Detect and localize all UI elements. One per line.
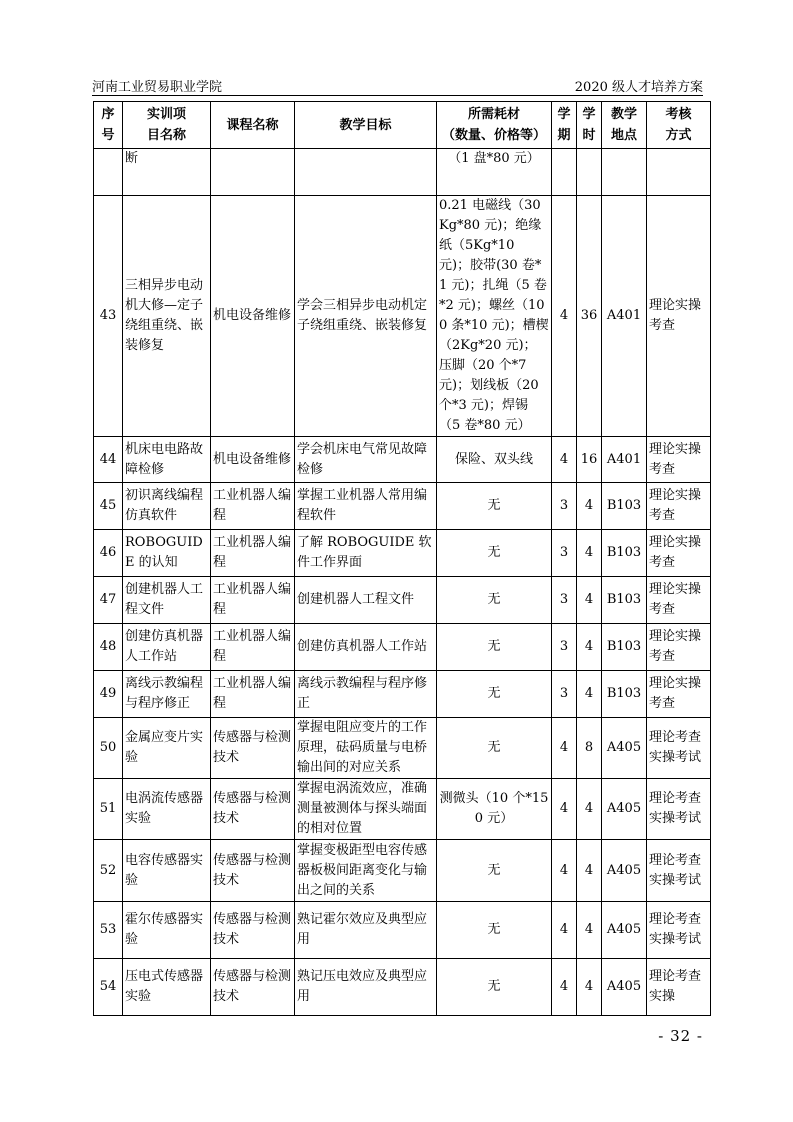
cell-no: 54 bbox=[94, 959, 123, 1016]
cell-hours: 4 bbox=[577, 624, 602, 671]
cell-name: 金属应变片实验 bbox=[123, 718, 211, 779]
cell-name: 创建仿真机器人工作站 bbox=[123, 624, 211, 671]
table-row bbox=[94, 624, 711, 671]
col-header: 教学 地点 bbox=[602, 102, 647, 149]
table-row bbox=[94, 437, 711, 483]
cell-goal: 学会三相异步电动机定子绕组重绕、嵌装修复 bbox=[295, 196, 437, 437]
cell-material: 无 bbox=[437, 959, 552, 1016]
cell-goal: 掌握电阻应变片的工作原理，砝码质量与电桥输出间的对应关系 bbox=[295, 718, 437, 779]
cell-assess: 理论实操考查 bbox=[647, 671, 711, 718]
cell-term: 3 bbox=[552, 577, 577, 624]
cell-place: B103 bbox=[602, 577, 647, 624]
cell-no: 47 bbox=[94, 577, 123, 624]
cell-course bbox=[211, 149, 295, 196]
cell-hours bbox=[577, 149, 602, 196]
cell-hours: 4 bbox=[577, 483, 602, 530]
col-header: 所需耗材 （数量、价格等） bbox=[437, 102, 552, 149]
cell-material: 无 bbox=[437, 577, 552, 624]
cell-no: 45 bbox=[94, 483, 123, 530]
cell-assess: 理论考查实操考试 bbox=[647, 902, 711, 959]
table-row bbox=[94, 483, 711, 530]
cell-no bbox=[94, 149, 123, 196]
table-header-row bbox=[94, 102, 711, 149]
table-row-continuation bbox=[94, 149, 711, 196]
cell-course: 机电设备维修 bbox=[211, 437, 295, 483]
cell-goal bbox=[295, 149, 437, 196]
cell-course: 传感器与检测技术 bbox=[211, 902, 295, 959]
cell-name: ROBOGUIDE 的认知 bbox=[123, 530, 211, 577]
cell-hours: 4 bbox=[577, 779, 602, 840]
cell-place: B103 bbox=[602, 530, 647, 577]
cell-place: A405 bbox=[602, 779, 647, 840]
header-doc-title: 2020 级人才培养方案 bbox=[574, 80, 703, 95]
cell-place: A401 bbox=[602, 437, 647, 483]
table-row bbox=[94, 840, 711, 902]
cell-hours: 4 bbox=[577, 671, 602, 718]
cell-place: A401 bbox=[602, 196, 647, 437]
col-header: 课程名称 bbox=[211, 102, 295, 149]
cell-hours: 8 bbox=[577, 718, 602, 779]
cell-material: 无 bbox=[437, 840, 552, 902]
cell-term: 3 bbox=[552, 483, 577, 530]
table-row bbox=[94, 959, 711, 1016]
cell-term: 4 bbox=[552, 437, 577, 483]
page-number: - 32 - bbox=[658, 1027, 703, 1045]
cell-name: 初识离线编程仿真软件 bbox=[123, 483, 211, 530]
table-row bbox=[94, 718, 711, 779]
cell-no: 48 bbox=[94, 624, 123, 671]
cell-term: 4 bbox=[552, 196, 577, 437]
col-header: 学 期 bbox=[552, 102, 577, 149]
table-row bbox=[94, 902, 711, 959]
cell-no: 52 bbox=[94, 840, 123, 902]
cell-name: 机床电电路故障检修 bbox=[123, 437, 211, 483]
header-school-name: 河南工业贸易职业学院 bbox=[92, 80, 223, 95]
col-header: 教学目标 bbox=[295, 102, 437, 149]
cell-material: 保险、双头线 bbox=[437, 437, 552, 483]
cell-assess bbox=[647, 149, 711, 196]
cell-assess: 理论实操考查 bbox=[647, 196, 711, 437]
cell-material: 测微头（10 个*150 元） bbox=[437, 779, 552, 840]
cell-assess: 理论考查实操考试 bbox=[647, 840, 711, 902]
cell-term: 4 bbox=[552, 959, 577, 1016]
cell-name: 压电式传感器实验 bbox=[123, 959, 211, 1016]
cell-name: 离线示教编程与程序修正 bbox=[123, 671, 211, 718]
cell-no: 43 bbox=[94, 196, 123, 437]
cell-course: 工业机器人编程 bbox=[211, 671, 295, 718]
cell-assess: 理论考查实操考试 bbox=[647, 779, 711, 840]
cell-term: 4 bbox=[552, 779, 577, 840]
cell-goal: 熟记霍尔效应及典型应用 bbox=[295, 902, 437, 959]
cell-hours: 16 bbox=[577, 437, 602, 483]
cell-place: A405 bbox=[602, 959, 647, 1016]
cell-name: 断 bbox=[123, 149, 211, 196]
cell-course: 传感器与检测技术 bbox=[211, 840, 295, 902]
cell-no: 50 bbox=[94, 718, 123, 779]
table-row bbox=[94, 530, 711, 577]
cell-course: 传感器与检测技术 bbox=[211, 779, 295, 840]
cell-course: 机电设备维修 bbox=[211, 196, 295, 437]
table-row bbox=[94, 671, 711, 718]
cell-hours: 36 bbox=[577, 196, 602, 437]
cell-course: 传感器与检测技术 bbox=[211, 718, 295, 779]
cell-term bbox=[552, 149, 577, 196]
cell-goal: 创建仿真机器人工作站 bbox=[295, 624, 437, 671]
cell-name: 创建机器人工程文件 bbox=[123, 577, 211, 624]
cell-term: 3 bbox=[552, 671, 577, 718]
cell-name: 霍尔传感器实验 bbox=[123, 902, 211, 959]
cell-course: 工业机器人编程 bbox=[211, 577, 295, 624]
cell-name: 电容传感器实验 bbox=[123, 840, 211, 902]
cell-term: 4 bbox=[552, 840, 577, 902]
cell-place: B103 bbox=[602, 483, 647, 530]
cell-hours: 4 bbox=[577, 959, 602, 1016]
col-header: 实训项 目名称 bbox=[123, 102, 211, 149]
cell-no: 51 bbox=[94, 779, 123, 840]
cell-goal: 创建机器人工程文件 bbox=[295, 577, 437, 624]
cell-term: 3 bbox=[552, 530, 577, 577]
cell-goal: 了解 ROBOGUIDE 软件工作界面 bbox=[295, 530, 437, 577]
col-header: 考核 方式 bbox=[647, 102, 711, 149]
table-row bbox=[94, 577, 711, 624]
cell-no: 46 bbox=[94, 530, 123, 577]
cell-material: 无 bbox=[437, 671, 552, 718]
cell-no: 53 bbox=[94, 902, 123, 959]
col-header: 学 时 bbox=[577, 102, 602, 149]
cell-hours: 4 bbox=[577, 577, 602, 624]
cell-no: 49 bbox=[94, 671, 123, 718]
cell-assess: 理论考查实操考试 bbox=[647, 718, 711, 779]
cell-name: 三相异步电动机大修—定子绕组重绕、嵌装修复 bbox=[123, 196, 211, 437]
cell-goal: 掌握变极距型电容传感器板极间距离变化与输出之间的关系 bbox=[295, 840, 437, 902]
training-table bbox=[93, 101, 711, 1016]
cell-material: （1 盘*80 元） bbox=[437, 149, 552, 196]
cell-material: 0.21 电磁线（30Kg*80 元)；绝缘纸（5Kg*10 元)；胶带(30 卷*1 元)；扎绳（5 卷*2 元)；螺丝（100 条*10 元)；槽楔（2Kg*20 元)；压脚（20 个*7 元)；划线板（20 个*3 元)；焊锡（5 卷*80 元） bbox=[437, 196, 552, 437]
cell-place: A405 bbox=[602, 840, 647, 902]
cell-goal: 离线示教编程与程序修正 bbox=[295, 671, 437, 718]
cell-place: A405 bbox=[602, 902, 647, 959]
cell-assess: 理论实操考查 bbox=[647, 530, 711, 577]
cell-goal: 掌握电涡流效应，准确测量被测体与探头端面的相对位置 bbox=[295, 779, 437, 840]
cell-assess: 理论实操考查 bbox=[647, 577, 711, 624]
cell-no: 44 bbox=[94, 437, 123, 483]
cell-assess: 理论实操考查 bbox=[647, 437, 711, 483]
cell-material: 无 bbox=[437, 483, 552, 530]
cell-assess: 理论实操考查 bbox=[647, 483, 711, 530]
cell-place: B103 bbox=[602, 671, 647, 718]
table-row bbox=[94, 779, 711, 840]
cell-term: 4 bbox=[552, 902, 577, 959]
cell-course: 传感器与检测技术 bbox=[211, 959, 295, 1016]
cell-course: 工业机器人编程 bbox=[211, 483, 295, 530]
cell-term: 4 bbox=[552, 718, 577, 779]
cell-hours: 4 bbox=[577, 840, 602, 902]
cell-material: 无 bbox=[437, 530, 552, 577]
cell-place: B103 bbox=[602, 624, 647, 671]
cell-hours: 4 bbox=[577, 530, 602, 577]
cell-term: 3 bbox=[552, 624, 577, 671]
table-row bbox=[94, 196, 711, 437]
cell-material: 无 bbox=[437, 718, 552, 779]
cell-assess: 理论考查实操 bbox=[647, 959, 711, 1016]
cell-course: 工业机器人编程 bbox=[211, 530, 295, 577]
header-divider bbox=[92, 95, 703, 96]
cell-hours: 4 bbox=[577, 902, 602, 959]
cell-name: 电涡流传感器实验 bbox=[123, 779, 211, 840]
cell-place: A405 bbox=[602, 718, 647, 779]
cell-goal: 熟记压电效应及典型应用 bbox=[295, 959, 437, 1016]
cell-goal: 掌握工业机器人常用编程软件 bbox=[295, 483, 437, 530]
cell-material: 无 bbox=[437, 902, 552, 959]
cell-place bbox=[602, 149, 647, 196]
cell-goal: 学会机床电气常见故障检修 bbox=[295, 437, 437, 483]
cell-course: 工业机器人编程 bbox=[211, 624, 295, 671]
col-header: 序 号 bbox=[94, 102, 123, 149]
cell-material: 无 bbox=[437, 624, 552, 671]
cell-assess: 理论实操考查 bbox=[647, 624, 711, 671]
